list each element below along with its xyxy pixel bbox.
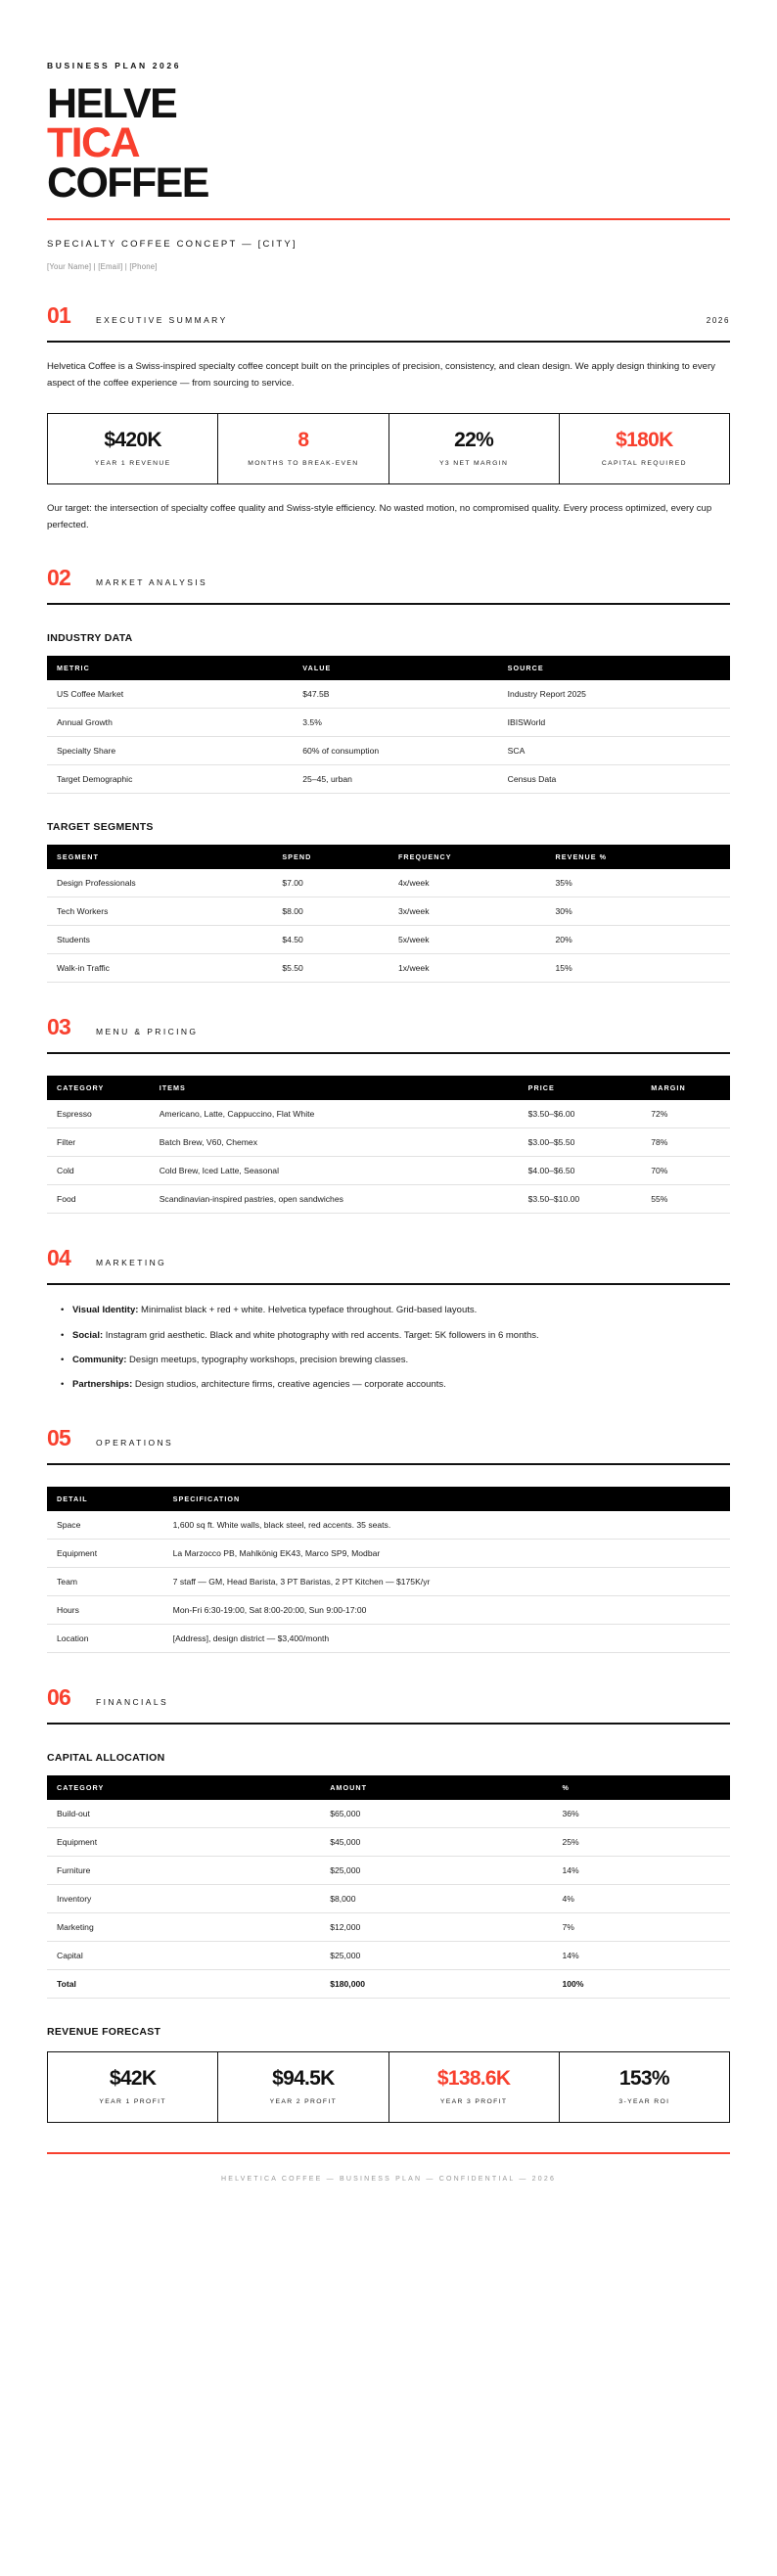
kpi-value: $42K [109,2066,157,2090]
kpi-label: YEAR 1 REVENUE [94,460,171,468]
table-row [47,926,730,954]
section-rule [47,1723,730,1725]
cell-value: 3.5% [293,709,497,737]
table-row [47,1912,730,1941]
cell-amount: $45,000 [320,1827,552,1856]
table-row [47,1185,730,1214]
cell-frequency: 4x/week [388,869,546,897]
cell-percent: 4% [553,1884,731,1912]
section-title: MARKETING [96,1258,167,1268]
column-header: ITEMS [150,1076,519,1100]
cell-margin: 78% [641,1128,730,1157]
cell-category: Equipment [47,1827,320,1856]
bullet-label: Community: [72,1355,127,1366]
cell-metric: Target Demographic [47,765,293,794]
cell-value: $47.5B [293,680,497,709]
kpi-label: MONTHS TO BREAK-EVEN [248,460,359,468]
kpi-label: YEAR 2 PROFIT [269,2097,338,2105]
cell-amount: $12,000 [320,1912,552,1941]
column-header: METRIC [47,656,293,680]
cell-source: Industry Report 2025 [498,680,730,709]
wordmark-line-2: TICA [47,119,139,167]
table-row [47,737,730,765]
cell-percent-total: 100% [553,1969,731,1998]
cell-specification: [Address], design district — $3,400/month [163,1624,730,1652]
cell-revenue-pct: 15% [546,954,730,983]
cover-block [47,61,730,271]
table-row [47,1128,730,1157]
cell-metric: Annual Growth [47,709,293,737]
bullet-text: Minimalist black + red + white. Helvetica typeface throughout. Grid-based layouts. [138,1305,478,1316]
kpi-card [560,2052,729,2122]
kpi-card [218,2052,388,2122]
kpi-value: 8 [297,429,309,452]
column-header: CATEGORY [47,1076,150,1100]
column-header: SPEND [272,845,388,869]
cell-value: 60% of consumption [293,737,497,765]
section-number: 02 [47,565,70,591]
cell-value: 25–45, urban [293,765,497,794]
subheading-revenue-forecast: REVENUE FORECAST [47,2025,161,2038]
table-row [47,1884,730,1912]
section-year: 2026 [706,316,730,326]
section-header-operations [47,1424,730,1450]
marketing-bullet-list [47,1303,730,1393]
cell-detail: Equipment [47,1539,163,1567]
cell-price: $4.00–$6.50 [519,1157,642,1185]
cell-frequency: 5x/week [388,926,546,954]
column-header: CATEGORY [47,1775,320,1800]
cell-items: Scandinavian-inspired pastries, open sandwiches [150,1185,519,1214]
cell-frequency: 1x/week [388,954,546,983]
section-header-menu-pricing [47,1016,730,1038]
target-segments-table [47,845,730,983]
kpi-value: $420K [104,429,161,452]
cell-spend: $5.50 [272,954,388,983]
section-number: 03 [47,1014,70,1040]
revenue-forecast-kpi-strip [47,2051,730,2123]
kpi-label: YEAR 3 PROFIT [439,2097,508,2105]
table-row [47,1157,730,1185]
cell-category: Marketing [47,1912,320,1941]
table-header-row [47,845,730,869]
cell-specification: Mon-Fri 6:30-19:00, Sat 8:00-20:00, Sun 9:00-17:00 [163,1595,730,1624]
cell-metric: Specialty Share [47,737,293,765]
cell-category: Inventory [47,1884,320,1912]
bullet-text: Design studios, architecture firms, creative agencies — corporate accounts. [132,1379,446,1391]
column-header: % [553,1775,731,1800]
cell-category-total: Total [47,1969,320,1998]
cell-spend: $7.00 [272,869,388,897]
kpi-card [560,414,729,483]
cell-category: Build-out [47,1800,320,1828]
cover-contact-line: [Your Name] | [Email] | [Phone] [47,262,158,272]
table-row [47,1624,730,1652]
cell-margin: 70% [641,1157,730,1185]
table-header-row [47,1487,730,1511]
cell-amount: $25,000 [320,1856,552,1884]
cell-category: Filter [47,1128,150,1157]
cell-segment: Design Professionals [47,869,272,897]
bullet-label: Social: [72,1329,104,1341]
cell-frequency: 3x/week [388,897,546,926]
cell-detail: Location [47,1624,163,1652]
industry-data-table [47,656,730,794]
document-eyebrow: BUSINESS PLAN 2026 [47,61,182,70]
cell-items: Batch Brew, V60, Chemex [150,1128,519,1157]
kpi-value: $180K [616,429,673,452]
cell-items: Cold Brew, Iced Latte, Seasonal [150,1157,519,1185]
bullet-text: Design meetups, typography workshops, precision brewing classes. [126,1355,409,1366]
table-row [47,1941,730,1969]
table-row [47,709,730,737]
section-rule [47,603,730,605]
cell-specification: 7 staff — GM, Head Barista, 3 PT Baristas, 2 PT Kitchen — $175K/yr [163,1567,730,1595]
kpi-value: 22% [454,429,494,452]
section-header-marketing [47,1247,730,1269]
cell-margin: 72% [641,1100,730,1128]
bullet-text: Instagram grid aesthetic. Black and white photography with red accents. Target: 5K followers in 6 months. [103,1329,539,1341]
kpi-value: $94.5K [272,2066,335,2090]
list-item [61,1328,730,1344]
executive-summary-paragraph-2: Our target: the intersection of specialty coffee quality and Swiss-style efficiency. No wasted motion, no compromised quality. Every process optimized, every cup perfected. [47,503,712,530]
cell-percent: 14% [553,1856,731,1884]
column-header: AMOUNT [320,1775,552,1800]
column-header: SOURCE [498,656,730,680]
table-row [47,1800,730,1828]
cover-subtitle: SPECIALTY COFFEE CONCEPT — [CITY] [47,239,297,251]
cell-spend: $4.50 [272,926,388,954]
section-title: MARKET ANALYSIS [96,577,208,588]
cell-category: Capital [47,1941,320,1969]
cell-segment: Students [47,926,272,954]
cell-category: Furniture [47,1856,320,1884]
section-header-market-analysis [47,567,730,589]
table-row [47,954,730,983]
column-header: SPECIFICATION [163,1487,730,1511]
footer-text: HELVETICA COFFEE — BUSINESS PLAN — CONFIDENTIAL — 2026 [220,2176,557,2183]
cell-detail: Space [47,1511,163,1540]
table-row [47,1100,730,1128]
cell-revenue-pct: 30% [546,897,730,926]
cell-price: $3.50–$10.00 [519,1185,642,1214]
cell-amount: $25,000 [320,1941,552,1969]
cell-spend: $8.00 [272,897,388,926]
bullet-label: Visual Identity: [72,1305,139,1316]
section-rule [47,1463,730,1465]
cell-price: $3.50–$6.00 [519,1100,642,1128]
kpi-value: 153% [618,2066,669,2090]
cell-specification: 1,600 sq ft. White walls, black steel, red accents. 35 seats. [163,1511,730,1540]
section-number: 04 [47,1245,70,1271]
operations-table [47,1487,730,1653]
wordmark [47,80,730,207]
table-row [47,765,730,794]
wordmark-line-1: HELVE [47,80,177,127]
list-item [61,1353,730,1368]
table-row [47,1595,730,1624]
cell-category: Food [47,1185,150,1214]
kpi-label: CAPITAL REQUIRED [601,460,687,468]
column-header: MARGIN [641,1076,730,1100]
cell-percent: 36% [553,1800,731,1828]
kpi-card [218,414,388,483]
kpi-label: 3-YEAR ROI [618,2097,670,2105]
table-row [47,1511,730,1540]
column-header: FREQUENCY [388,845,546,869]
list-item [61,1303,730,1318]
cell-amount-total: $180,000 [320,1969,552,1998]
table-row [47,680,730,709]
cell-category: Cold [47,1157,150,1185]
kpi-label: YEAR 1 PROFIT [99,2097,166,2105]
table-row [47,1827,730,1856]
kpi-label: Y3 NET MARGIN [438,460,509,468]
table-row [47,1856,730,1884]
table-row [47,869,730,897]
table-row [47,1567,730,1595]
section-header-executive-summary [47,304,730,327]
bullet-label: Partnerships: [72,1379,133,1391]
subheading-target-segments: TARGET SEGMENTS [47,821,154,834]
cell-revenue-pct: 35% [546,869,730,897]
column-header: SEGMENT [47,845,272,869]
cell-percent: 25% [553,1827,731,1856]
column-header: REVENUE % [546,845,730,869]
table-row [47,897,730,926]
column-header: PRICE [519,1076,642,1100]
table-row-total [47,1969,730,1998]
section-title: FINANCIALS [96,1696,169,1707]
kpi-card [389,414,560,483]
cell-margin: 55% [641,1185,730,1214]
list-item [61,1377,730,1393]
cell-category: Espresso [47,1100,150,1128]
section-number: 06 [47,1683,70,1710]
section-title: OPERATIONS [96,1437,174,1448]
executive-summary-paragraph-1: Helvetica Coffee is a Swiss-inspired specialty coffee concept built on the principles of precision, consistency, and clean design. We apply design thinking to every aspect of the coffee experience — from sourcing to service. [47,361,715,389]
kpi-card [48,2052,218,2122]
column-header: DETAIL [47,1487,163,1511]
cell-price: $3.00–$5.50 [519,1128,642,1157]
cell-detail: Team [47,1567,163,1595]
kpi-card [389,2052,560,2122]
footer-red-rule [47,2152,730,2154]
table-header-row [47,1076,730,1100]
subheading-capital-allocation: CAPITAL ALLOCATION [47,1751,165,1764]
cell-percent: 7% [553,1912,731,1941]
column-header: VALUE [293,656,497,680]
cell-source: SCA [498,737,730,765]
cover-red-rule [47,218,730,220]
cell-revenue-pct: 20% [546,926,730,954]
cell-segment: Tech Workers [47,897,272,926]
section-title: EXECUTIVE SUMMARY [96,315,228,326]
kpi-card [48,414,218,483]
section-rule [47,341,730,343]
kpi-value: $138.6K [436,2066,511,2090]
wordmark-line-3: COFFEE [47,159,208,207]
cell-percent: 14% [553,1941,731,1969]
subheading-industry-data: INDUSTRY DATA [47,632,133,645]
table-header-row [47,1775,730,1800]
section-title: MENU & PRICING [96,1027,199,1037]
section-number: 01 [47,302,70,329]
capital-allocation-table [47,1775,730,1999]
section-number: 05 [47,1424,70,1450]
table-row [47,1539,730,1567]
table-header-row [47,656,730,680]
cell-specification: La Marzocco PB, Mahlkönig EK43, Marco SP9, Modbar [163,1539,730,1567]
cell-amount: $65,000 [320,1800,552,1828]
executive-summary-kpi-strip [47,413,730,484]
cell-metric: US Coffee Market [47,680,293,709]
cell-source: IBISWorld [498,709,730,737]
cell-amount: $8,000 [320,1884,552,1912]
cell-items: Americano, Latte, Cappuccino, Flat White [150,1100,519,1128]
section-header-financials [47,1683,730,1710]
cell-source: Census Data [498,765,730,794]
cell-detail: Hours [47,1595,163,1624]
section-rule [47,1052,730,1054]
menu-pricing-table [47,1076,730,1214]
section-rule [47,1283,730,1285]
cell-segment: Walk-in Traffic [47,954,272,983]
